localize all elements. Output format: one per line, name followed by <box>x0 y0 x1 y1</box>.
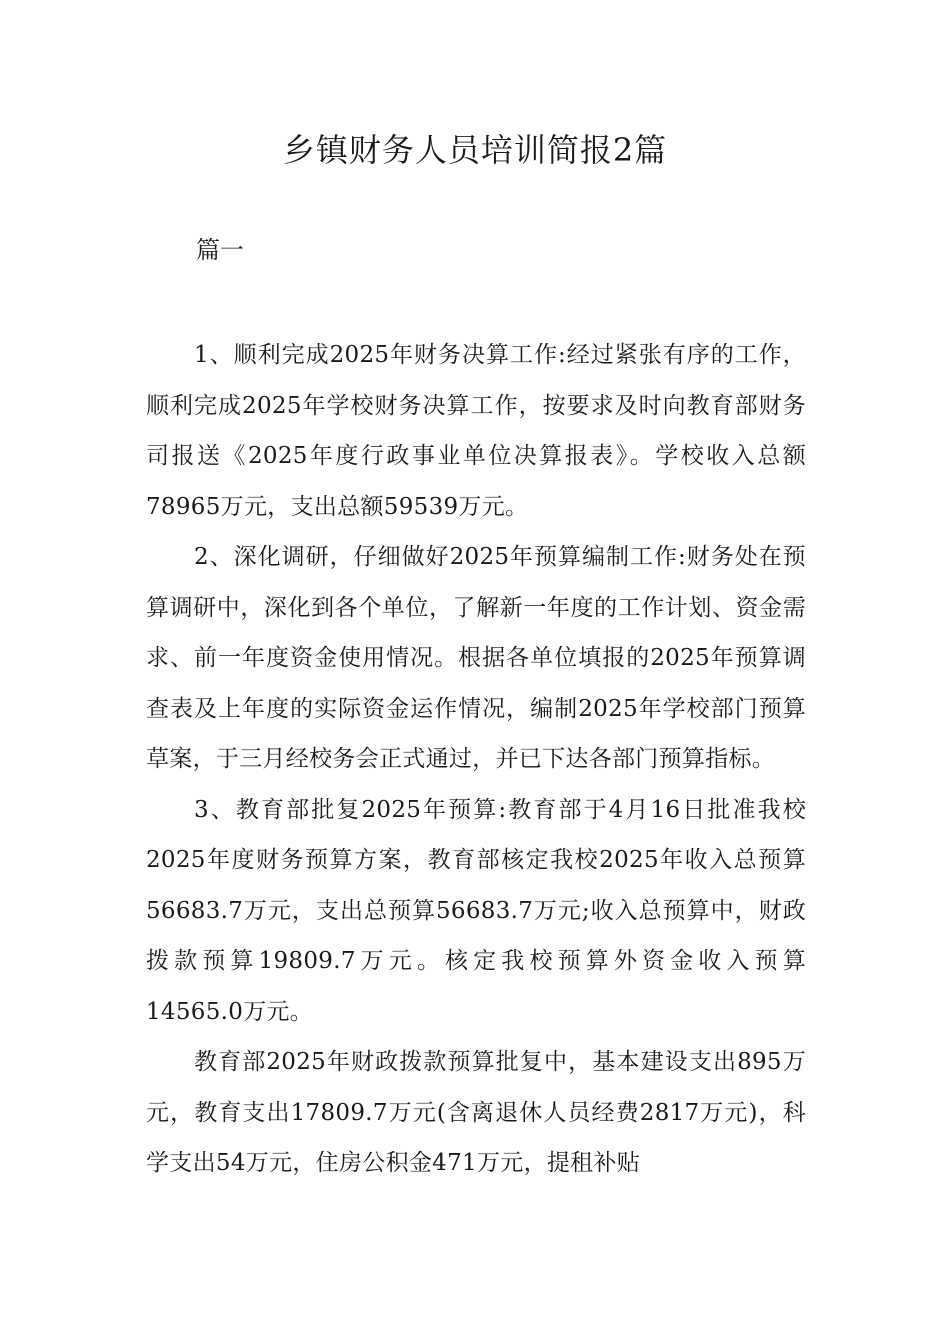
section-heading: 篇一 <box>196 236 244 264</box>
document-title: 乡镇财务人员培训简报2篇 <box>282 131 668 169</box>
paragraph-4: 教育部2025年财政拨款预算批复中，基本建设支出895万元，教育支出17809.7万元(含离退休人员经费2817万元)，科学支出54万元，住房公积金471万元，提租补贴 <box>146 1049 806 1176</box>
paragraph-2: 2、深化调研，仔细做好2025年预算编制工作:财务处在预算调研中，深化到各个单位，了解新一年度的工作计划、资金需求、前一年度资金使用情况。根据各单位填报的2025年预算调查表及上年度的实际资金运作情况，编制2025年学校部门预算草案，于三月经校务会正式通过，并已下达各部门预算指标。 <box>146 544 806 772</box>
paragraph-1: 1、顺利完成2025年财务决算工作:经过紧张有序的工作，顺利完成2025年学校财务决算工作，按要求及时向教育部财务司报送《2025年度行政事业单位决算报表》。学校收入总额78965万元，支出总额59539万元。 <box>146 342 806 520</box>
document-body <box>146 330 806 1189</box>
paragraph-3: 3、教育部批复2025年预算:教育部于4月16日批准我校2025年度财务预算方案，教育部核定我校2025年收入总预算56683.7万元，支出总预算56683.7万元;收入总预算中，财政拨款预算19809.7万元。核定我校预算外资金收入预算14565.0万元。 <box>146 796 806 1025</box>
